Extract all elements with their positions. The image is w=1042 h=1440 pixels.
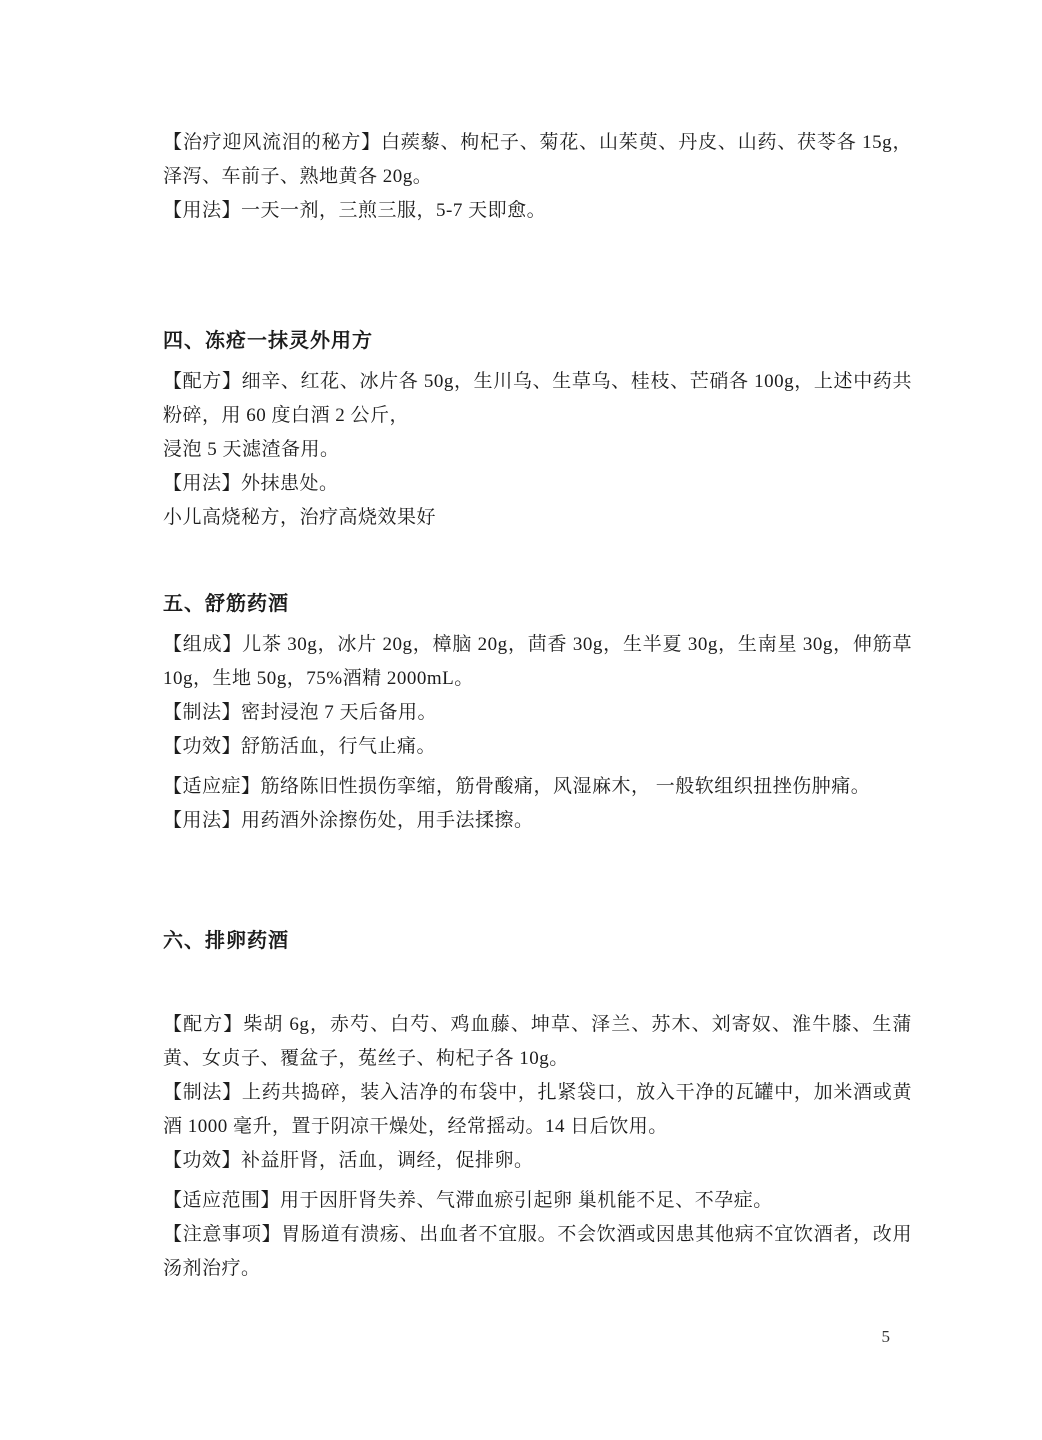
section-heading: 六、排卵药酒 — [163, 930, 289, 952]
preparation-paragraph: 【制法】上药共捣碎，装入洁净的布袋中，扎紧袋口，放入干净的瓦罐中，加米酒或黄酒 1000 毫升，置于阴凉干燥处，经常摇动。14 日后饮用。 — [163, 1082, 912, 1137]
section-tendon-liquor — [163, 587, 912, 838]
formula-paragraph: 【配方】柴胡 6g，赤芍、白芍、鸡血藤、坤草、泽兰、苏木、刘寄奴、淮牛膝、生蒲黄、女贞子、覆盆子，菟丝子、枸杞子各 10g。 — [163, 1014, 912, 1069]
note-paragraph: 小儿高烧秘方，治疗高烧效果好 — [163, 507, 437, 528]
soak-paragraph: 浸泡 5 天滤渣备用。 — [163, 439, 340, 460]
section-eye-remedy — [163, 126, 912, 228]
composition-paragraph: 【组成】儿茶 30g，冰片 20g，樟脑 20g，茴香 30g，生半夏 30g，生南星 30g，伸筋草 10g，生地 50g，75%酒精 2000mL。 — [163, 634, 912, 689]
usage-paragraph: 【用法】外抹患处。 — [163, 473, 339, 494]
section-heading: 四、冻疮一抹灵外用方 — [163, 330, 373, 352]
effect-paragraph: 【功效】补益肝肾，活血，调经，促排卵。 — [163, 1150, 534, 1171]
usage-paragraph: 【用法】用药酒外涂擦伤处，用手法揉擦。 — [163, 810, 534, 831]
page-number: 5 — [881, 1327, 890, 1346]
section-ovulation-liquor — [163, 924, 912, 1286]
section-frostbite — [163, 324, 912, 535]
effect-paragraph: 【功效】舒筋活血，行气止痛。 — [163, 736, 437, 757]
indication-paragraph: 【适应范围】用于因肝肾失养、气滞血瘀引起卵 巢机能不足、不孕症。 — [163, 1190, 773, 1211]
formula-paragraph: 【配方】细辛、红花、冰片各 50g，生川乌、生草乌、桂枝、芒硝各 100g，上述中药共粉碎，用 60 度白酒 2 公斤， — [163, 371, 912, 426]
recipe-ingredients-paragraph: 【治疗迎风流泪的秘方】白蒺藜、枸杞子、菊花、山茱萸、丹皮、山药、茯苓各 15g，泽泻、车前子、熟地黄各 20g。 — [163, 132, 912, 187]
caution-paragraph: 【注意事项】胃肠道有溃疡、出血者不宜服。不会饮酒或因患其他病不宜饮酒者，改用汤剂治疗。 — [163, 1224, 912, 1279]
section-heading: 五、舒筋药酒 — [163, 593, 289, 615]
usage-paragraph: 【用法】一天一剂，三煎三服，5-7 天即愈。 — [163, 200, 547, 221]
indication-paragraph: 【适应症】筋络陈旧性损伤挛缩，筋骨酸痛，风湿麻木， 一般软组织扭挫伤肿痛。 — [163, 776, 871, 797]
preparation-paragraph: 【制法】密封浸泡 7 天后备用。 — [163, 702, 438, 723]
